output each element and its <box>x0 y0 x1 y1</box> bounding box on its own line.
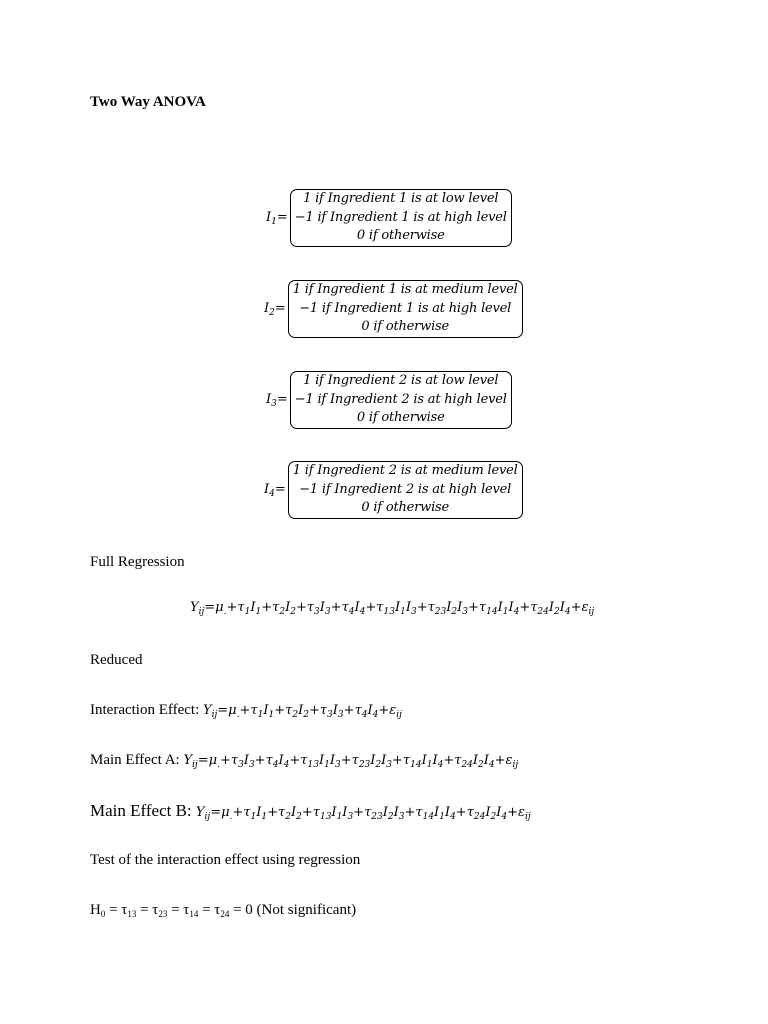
interaction-effect-label: Interaction Effect: <box>90 702 200 718</box>
definition-brace <box>288 461 523 519</box>
definition-row: −1 if Ingredient 2 is at high level <box>299 481 512 497</box>
document-title: Two Way ANOVA <box>90 94 206 110</box>
definition-i4 <box>264 461 523 519</box>
definition-lhs: $I_3=$ <box>266 392 288 410</box>
definition-i2 <box>264 280 523 338</box>
main-effect-a-line <box>90 752 518 769</box>
definition-row: 0 if otherwise <box>356 228 445 243</box>
interaction-effect-equation: $Y_{ij}=\mu_.+\tau_1I_1+\tau_2I_2+\tau_3I_3+\tau_4I_4+\varepsilon_{ij}$ <box>203 703 402 720</box>
definition-row: 1 if Ingredient 2 is at low level <box>303 373 499 388</box>
hypothesis-result: = 0 (Not significant) <box>233 902 357 918</box>
definition-row: 0 if otherwise <box>356 410 445 425</box>
reduced-heading: Reduced <box>90 652 143 668</box>
definition-row: 1 if Ingredient 2 is at medium level <box>292 463 518 478</box>
definition-row: 1 if Ingredient 1 is at low level <box>303 191 499 206</box>
definition-brace <box>288 280 523 338</box>
definition-row: 0 if otherwise <box>361 500 450 515</box>
definition-lhs: $I_4=$ <box>264 482 286 500</box>
definition-row: −1 if Ingredient 2 is at high level <box>294 391 507 407</box>
definition-i3 <box>266 371 512 429</box>
definition-brace <box>290 189 512 247</box>
main-effect-b-line <box>90 801 531 821</box>
definition-row: 1 if Ingredient 1 is at medium level <box>292 282 518 297</box>
main-effect-b-equation: $Y_{ij}=\mu_.+\tau_1I_1+\tau_2I_2+\tau_{13}I_1I_3+\tau_{23}I_2I_3+\tau_{14}I_1I_4+\tau_{24}I_2I_4+\varepsilon_{ij}$ <box>195 805 531 822</box>
full-regression-heading: Full Regression <box>90 554 185 570</box>
test-heading: Test of the interaction effect using regression <box>90 852 361 868</box>
definition-lhs: $I_2=$ <box>264 301 286 319</box>
definition-brace <box>290 371 512 429</box>
definition-row: −1 if Ingredient 1 is at high level <box>294 209 507 225</box>
definition-lhs: $I_1=$ <box>266 210 288 228</box>
definition-row: 0 if otherwise <box>361 319 450 334</box>
full-regression-equation: $Y_{ij}=\mu_.+\tau_1I_1+\tau_2I_2+\tau_3I_3+\tau_4I_4+\tau_{13}I_1I_3+\tau_{23}I_2I_3+\tau_{14}I_1I_4+\tau_{24}I_2I_4+\varepsilon_{ij}$ <box>190 600 595 617</box>
null-hypothesis: $H_0 = \tau_{13} = \tau_{23} = \tau_{14} = \tau_{24} = 0$ (Not significant) <box>90 902 357 919</box>
interaction-effect-line <box>90 702 402 719</box>
definition-i1 <box>266 189 512 247</box>
main-effect-b-label: Main Effect B: <box>90 801 192 820</box>
main-effect-a-equation: $Y_{ij}=\mu_.+\tau_3I_3+\tau_4I_4+\tau_{13}I_1I_3+\tau_{23}I_2I_3+\tau_{14}I_1I_4+\tau_{24}I_2I_4+\varepsilon_{ij}$ <box>183 753 519 770</box>
main-effect-a-label: Main Effect A: <box>90 752 180 768</box>
definition-row: −1 if Ingredient 1 is at high level <box>299 300 512 316</box>
